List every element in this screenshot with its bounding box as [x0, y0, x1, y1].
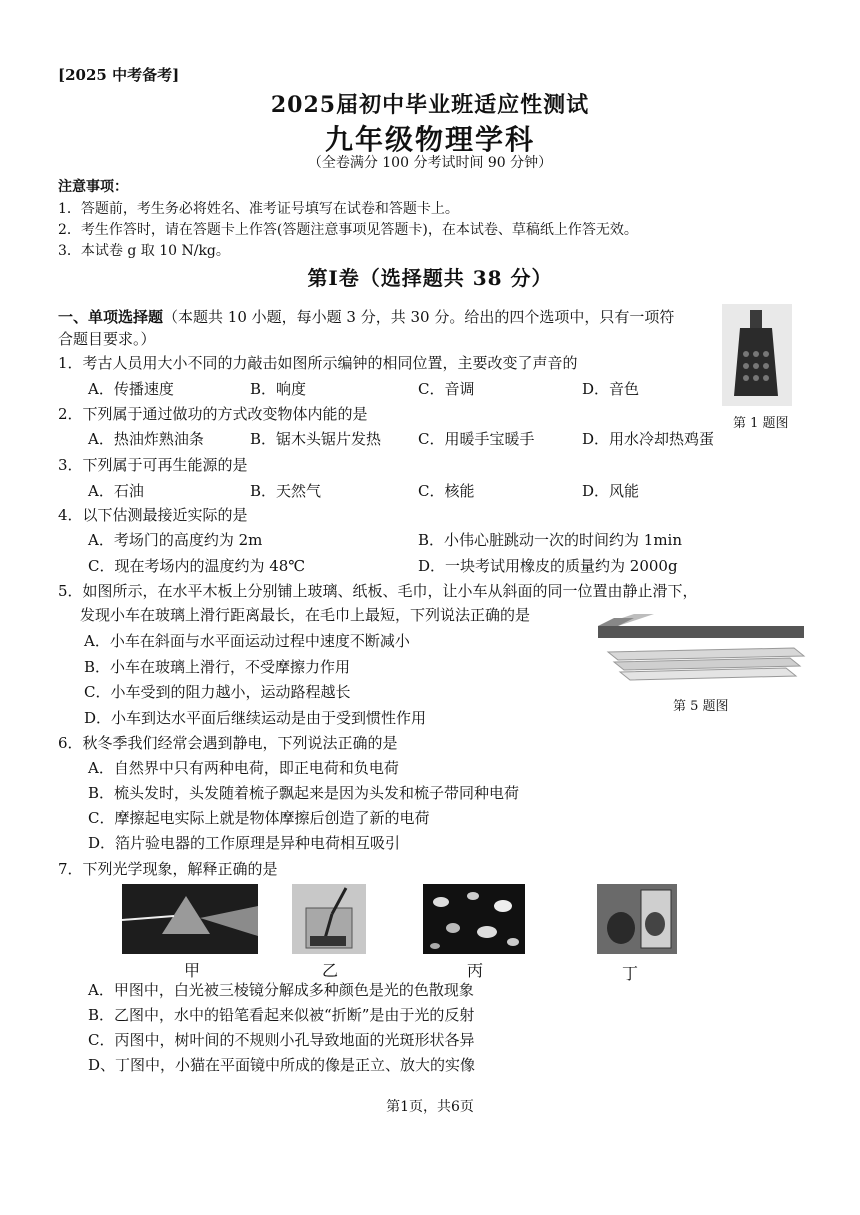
question-2-stem: 2．下列属于通过做功的方式改变物体内能的是 — [58, 405, 368, 423]
part-heading-line2: 合题目要求。） — [58, 330, 156, 348]
q2-option-d: D．用水冷却热鸡蛋 — [582, 430, 715, 448]
q3-option-c: C．核能 — [418, 482, 475, 500]
exam-subtitle: （全卷满分 100 分考试时间 90 分钟） — [307, 155, 553, 171]
page-footer: 第1页，共6页 — [386, 1099, 474, 1115]
q6-option-b: B．梳头发时，头发随着梳子飘起来是因为头发和梳子带同种电荷 — [88, 784, 520, 802]
question-5-stem: 5．如图所示，在水平木板上分别铺上玻璃、纸板、毛巾，让小车从斜面的同一位置由静止滑下， — [58, 582, 698, 600]
q6-option-d: D．箔片验电器的工作原理是异种电荷相互吸引 — [88, 834, 401, 852]
question-3-stem: 3．下列属于可再生能源的是 — [58, 456, 248, 474]
q5-figure-caption: 第 5 题图 — [673, 699, 729, 714]
part-heading — [58, 306, 674, 327]
q2-option-c: C．用暖手宝暖手 — [418, 430, 535, 448]
q1-option-d: D．音色 — [582, 380, 640, 398]
q4-option-a: A．考场门的高度约为 2m — [88, 531, 263, 549]
q7-figure-yi-pencil — [292, 884, 366, 954]
exam-title: 2025届初中毕业班适应性测试 — [270, 92, 590, 118]
q7-caption-ding: 丁 — [622, 964, 639, 983]
q7-figure-ding-cat-mirror — [597, 884, 677, 954]
q3-option-b: B．天然气 — [250, 482, 322, 500]
q7-option-b: B．乙图中，水中的铅笔看起来似被“折断”是由于光的反射 — [88, 1006, 475, 1024]
q7-option-c: C．丙图中，树叶间的不规则小孔导致地面的光斑形状各异 — [88, 1031, 475, 1049]
q6-option-c: C．摩擦起电实际上就是物体摩擦后创造了新的电荷 — [88, 809, 430, 827]
q3-option-d: D．风能 — [582, 482, 640, 500]
part-heading-bold: 一、单项选择题 — [58, 308, 164, 326]
q5-option-c: C．小车受到的阻力越小，运动路程越长 — [84, 683, 351, 701]
q7-option-d: D、丁图中，小猫在平面镜中所成的像是正立、放大的实像 — [88, 1056, 476, 1074]
q1-option-b: B．响度 — [250, 380, 307, 398]
q7-caption-yi: 乙 — [322, 961, 339, 980]
q5-option-d: D．小车到达水平面后继续运动是由于受到惯性作用 — [84, 709, 427, 727]
q7-option-a: A．甲图中，白光被三棱镜分解成多种颜色是光的色散现象 — [88, 981, 474, 999]
q7-caption-jia: 甲 — [184, 961, 201, 980]
note-item: 1．答题前，考生务必将姓名、准考证号填写在试卷和答题卡上。 — [58, 201, 459, 217]
section-title: 第Ⅰ卷（选择题共 38 分） — [307, 266, 553, 290]
q4-option-c: C．现在考场内的温度约为 48℃ — [88, 557, 306, 575]
q1-figure-caption: 第 1 题图 — [733, 416, 789, 431]
question-4-stem: 4．以下估测最接近实际的是 — [58, 506, 248, 524]
question-6-stem: 6．秋冬季我们经常会遇到静电，下列说法正确的是 — [58, 734, 398, 752]
q1-option-a: A．传播速度 — [88, 380, 174, 398]
q3-option-a: A．石油 — [88, 482, 144, 500]
exam-subject: 九年级物理学科 — [324, 123, 535, 156]
notes-heading: 注意事项： — [58, 179, 128, 195]
q7-figure-bing-light-spots — [423, 884, 525, 954]
q7-caption-bing: 丙 — [467, 961, 484, 980]
question-5-stem-line2: 发现小车在玻璃上滑行距离最长，在毛巾上最短，下列说法正确的是 — [80, 606, 531, 624]
question-1-stem: 1．考古人员用大小不同的力敲击如图所示编钟的相同位置，主要改变了声音的 — [58, 354, 578, 372]
exam-tag: [2025 中考备考] — [58, 66, 180, 84]
q7-figure-jia-prism — [122, 884, 258, 954]
q4-option-d: D．一块考试用橡皮的质量约为 2000g — [418, 557, 678, 575]
q5-figure-incline-boards — [594, 612, 808, 688]
q1-option-c: C．音调 — [418, 380, 475, 398]
q1-figure-bianzhong — [722, 304, 792, 406]
question-7-stem: 7．下列光学现象，解释正确的是 — [58, 860, 278, 878]
note-item: 2．考生作答时，请在答题卡上作答(答题注意事项见答题卡)，在本试卷、草稿纸上作答无效。 — [58, 222, 638, 238]
part-heading-rest: （本题共 10 小题，每小题 3 分，共 30 分。给出的四个选项中，只有一项符 — [163, 308, 675, 326]
note-item: 3．本试卷 g 取 10 N/kg。 — [58, 243, 230, 259]
q2-option-b: B．锯木头锯片发热 — [250, 430, 382, 448]
q5-option-b: B．小车在玻璃上滑行，不受摩擦力作用 — [84, 658, 351, 676]
q5-option-a: A．小车在斜面与水平面运动过程中速度不断减小 — [84, 632, 410, 650]
q4-option-b: B．小伟心脏跳动一次的时间约为 1min — [418, 531, 683, 549]
q6-option-a: A．自然界中只有两种电荷，即正电荷和负电荷 — [88, 759, 399, 777]
q2-option-a: A．热油炸熟油条 — [88, 430, 204, 448]
